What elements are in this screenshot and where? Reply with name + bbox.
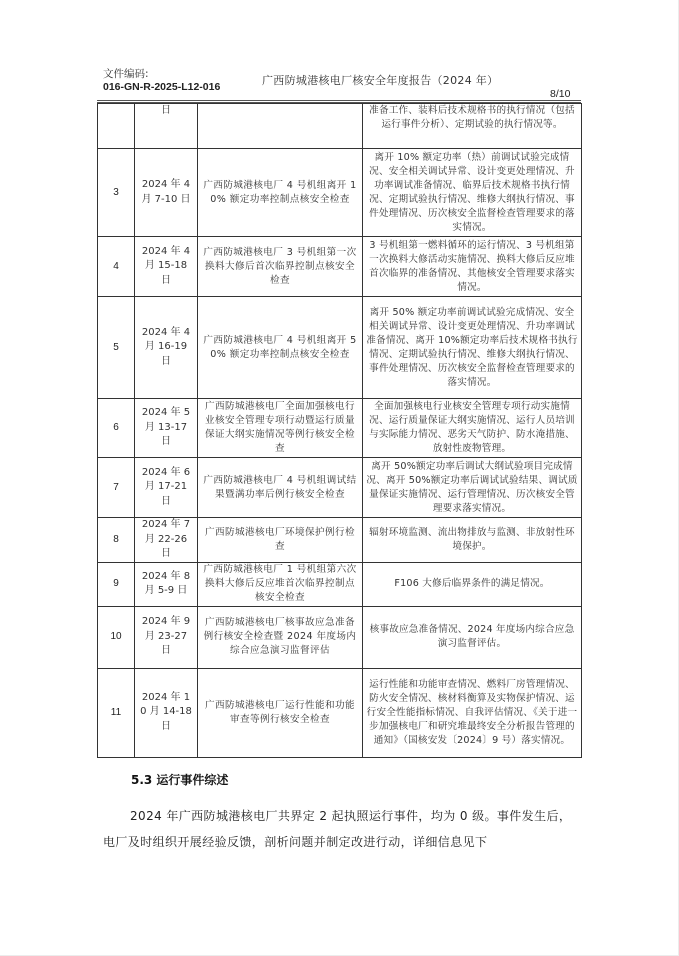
document-title: 广西防城港核电厂核安全年度报告（2024 年） <box>262 74 499 87</box>
cell-content: 3 号机组第一燃料循环的运行情况、3 号机组第一次换料大修活动实施情况、换料大修后反应堆首次临界的准备情况、其他核安全管理要求落实情况。 <box>363 237 582 297</box>
cell-date: 2024 年 4 月 15-18 日 <box>135 237 198 297</box>
cell-date: 2024 年 8 月 5-9 日 <box>135 562 198 606</box>
cell-name: 广西防城港核电厂核事故应急准备例行核安全检查暨 2024 年度场内综合应急演习监督评估 <box>198 606 363 668</box>
table-row <box>98 562 582 606</box>
cell-name: 广西防城港核电厂 4 号机组离开 50% 额定功率控制点核安全检查 <box>198 297 363 399</box>
section-heading: 5.3 运行事件综述 <box>131 773 229 787</box>
cell-no: 11 <box>98 668 135 757</box>
cell-name: 广西防城港核电厂运行性能和功能审查等例行核安全检查 <box>198 668 363 757</box>
cell-no: 5 <box>98 297 135 399</box>
cell-no: 8 <box>98 518 135 563</box>
cell-date: 2024 年 10 月 14-18 日 <box>135 668 198 757</box>
cell-date: 2024 年 4 月 16-19 日 <box>135 297 198 399</box>
cell-no: 3 <box>98 149 135 237</box>
cell-content: 离开 50% 额定功率前调试试验完成情况、安全相关调试异常、设计变更处理情况、升功率调试准备情况、离开 10%额定功率后技术规格书执行情况、定期试验执行情况、维修大纲执行情况、事件处理情况、历次核安全监督检查管理要求的落实情况。 <box>363 297 582 399</box>
cell-date: 2024 年 5 月 13-17 日 <box>135 399 198 458</box>
cell-date: 2024 年 6 月 17-21 日 <box>135 458 198 518</box>
inspection-table <box>97 103 582 758</box>
cell-name: 广西防城港核电厂 4 号机组离开 10% 额定功率控制点核安全检查 <box>198 149 363 237</box>
cell-content: 离开 50%额定功率后调试大纲试验项目完成情况、离开 50%额定功率后调试试验结果、调试质量保证实施情况、运行管理情况、历次核安全管理要求落实情况。 <box>363 458 582 518</box>
table-row <box>98 606 582 668</box>
cell-name: 广西防城港核电厂 3 号机组第一次换料大修后首次临界控制点核安全检查 <box>198 237 363 297</box>
section-paragraph: 2024 年广西防城港核电厂共界定 2 起执照运行事件，均为 0 级。事件发生后，电厂及时组织开展经验反馈，剖析问题并制定改进行动，详细信息见下 <box>103 809 572 849</box>
cell-no: 6 <box>98 399 135 458</box>
table-row <box>98 458 582 518</box>
cell-date: 日 <box>135 104 198 149</box>
table-row <box>98 518 582 563</box>
cell-date: 2024 年 4 月 7-10 日 <box>135 149 198 237</box>
cell-content: F106 大修后临界条件的满足情况。 <box>363 562 582 606</box>
cell-no <box>98 104 135 149</box>
cell-name: 广西防城港核电厂 1 号机组第六次换料大修后反应堆首次临界控制点核安全检查 <box>198 562 363 606</box>
table-row <box>98 399 582 458</box>
cell-content: 离开 10% 额定功率（热）前调试试验完成情况、安全相关调试异常、设计变更处理情况、升功率调试准备情况、临界后技术规格书执行情况、定期试验执行情况、维修大纲执行情况、事件处理情况、历次核安全监督检查管理要求的落实情况。 <box>363 149 582 237</box>
cell-content: 运行性能和功能审查情况、燃料厂房管理情况、防火安全情况、核材料衡算及实物保护情况、运行安全性能指标情况、自我评估情况、《关于进一步加强核电厂和研究堆最终安全分析报告管理的通知》（国核安发〔2024〕9 号）落实情况。 <box>363 668 582 757</box>
table-row <box>98 668 582 757</box>
cell-content: 辐射环境监测、流出物排放与监测、非放射性环境保护。 <box>363 518 582 563</box>
cell-content: 全面加强核电行业核安全管理专项行动实施情况、运行质量保证大纲实施情况、运行人员培训与实际能力情况、恶劣天气防护、防水淹措施、放射性废物管理。 <box>363 399 582 458</box>
cell-content: 准备工作、装料后技术规格书的执行情况（包括运行事件分析）、定期试验的执行情况等。 <box>363 104 582 149</box>
cell-no: 9 <box>98 562 135 606</box>
table-row-continued <box>98 104 582 149</box>
cell-name <box>198 104 363 149</box>
table-row <box>98 149 582 237</box>
cell-content: 核事故应急准备情况、2024 年度场内综合应急演习监督评估。 <box>363 606 582 668</box>
cell-name: 广西防城港核电厂 4 号机组调试结果暨满功率后例行核安全检查 <box>198 458 363 518</box>
cell-no: 10 <box>98 606 135 668</box>
cell-no: 7 <box>98 458 135 518</box>
cell-name: 广西防城港核电厂环境保护例行检查 <box>198 518 363 563</box>
cell-date: 2024 年 9 月 23-27 日 <box>135 606 198 668</box>
table-row <box>98 237 582 297</box>
cell-name: 广西防城港核电厂全面加强核电行业核安全管理专项行动暨运行质量保证大纲实施情况等例行核安全检查 <box>198 399 363 458</box>
page-number: 8/10 <box>550 88 571 100</box>
file-code: 016-GN-R-2025-L12-016 <box>103 81 221 93</box>
cell-date: 2024 年 7 月 22-26 日 <box>135 518 198 563</box>
table-row <box>98 297 582 399</box>
file-code-label: 文件编码: <box>103 68 149 80</box>
cell-no: 4 <box>98 237 135 297</box>
